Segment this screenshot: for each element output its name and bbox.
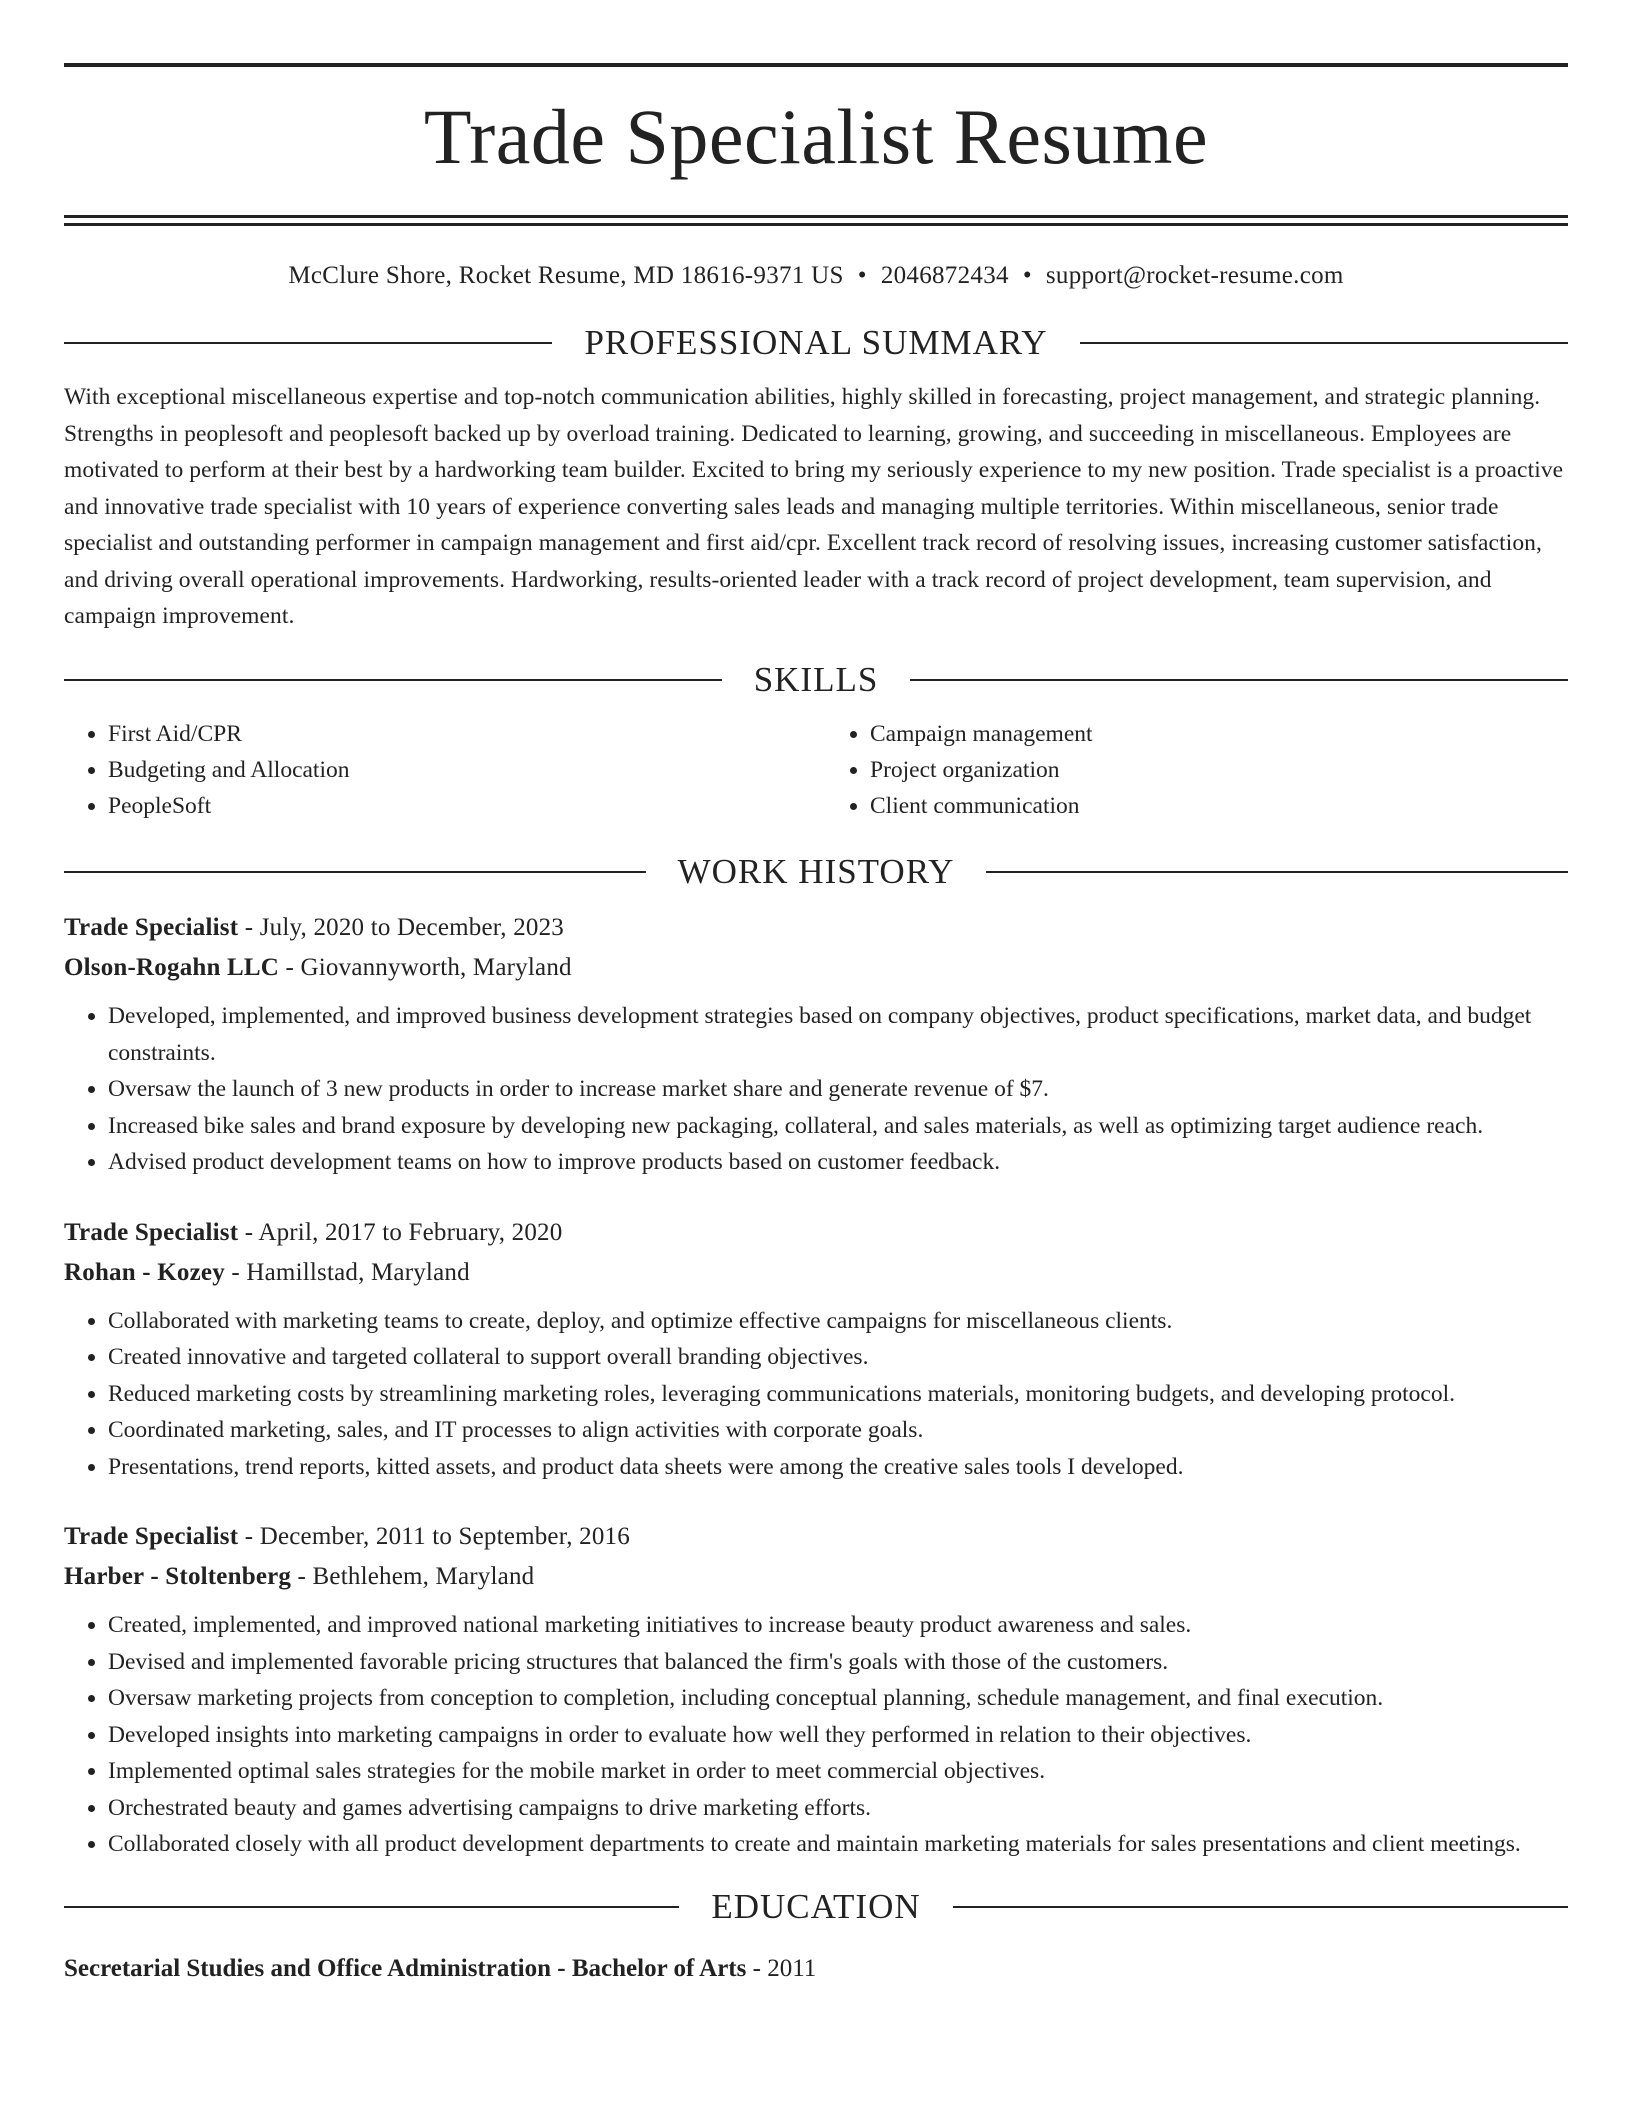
title-double-rule [64, 215, 1568, 226]
section-title: EDUCATION [711, 1886, 921, 1926]
job-bullet: • Reduced marketing costs by streamlining marketing roles, leveraging communications materials, monitoring budgets, and developing protocol. [108, 1376, 1568, 1413]
job-company-line: Rohan - Kozey - Hamillstad, Maryland [64, 1258, 470, 1286]
job-title-line: Trade Specialist - April, 2017 to February, 2020 [64, 1218, 563, 1246]
job-entry [64, 908, 1568, 1181]
section-heading-work [64, 850, 1568, 894]
summary-text: With exceptional miscellaneous expertise and top-notch communication abilities, highly skilled in forecasting, project management, and strategic planning. Strengths in peoplesoft and peoplesoft backed up by overload training. Dedicated to learning, growing, and succeeding in miscellaneous. Employees are motivated to perform at their best by a hardworking team builder. Excited to bring my seriously experience to my new position. Trade specialist is a proactive and innovative trade specialist with 10 years of experience converting sales leads and managing multiple territories. Within miscellaneous, senior trade specialist and outstanding performer in campaign management and first aid/cpr. Excellent track record of resolving issues, increasing customer satisfaction, and driving overall operational improvements. Hardworking, results-oriented leader with a track record of project development, team supervision, and campaign improvement. [64, 384, 1564, 629]
education-entry: Secretarial Studies and Office Administration - Bachelor of Arts - 2011 [64, 1954, 817, 1982]
skill-item: • First Aid/CPR [108, 716, 806, 752]
job-title-line: Trade Specialist - July, 2020 to December, 2023 [64, 914, 565, 941]
job-entry [64, 1213, 1568, 1486]
contact-line [64, 259, 1568, 293]
job-bullet: • Increased bike sales and brand exposure by developing new packaging, collateral, and sales materials, as well as optimizing target audience reach. [108, 1108, 1568, 1145]
job-entry [64, 1517, 1568, 1863]
contact-separator: • [857, 262, 867, 289]
skills-column-left [64, 716, 806, 824]
job-bullet: • Oversaw marketing projects from conception to completion, including conceptual planning, schedule management, and final execution. [108, 1680, 1568, 1717]
job-bullets [64, 998, 1568, 1181]
skill-item: • Project organization [870, 752, 1568, 788]
resume-page [64, 0, 1568, 1989]
skill-item: • Client communication [870, 788, 1568, 824]
skill-item: • Budgeting and Allocation [108, 752, 806, 788]
job-company: Rohan - Kozey [64, 1258, 225, 1286]
section-heading-summary [64, 321, 1568, 365]
heading-rule-right [1080, 342, 1568, 344]
job-title: Trade Specialist [64, 1523, 239, 1550]
heading-rule-right [953, 1906, 1568, 1908]
education-year: 2011 [767, 1954, 817, 1982]
heading-rule-right [986, 871, 1568, 873]
heading-rule-left [64, 871, 646, 873]
work-history [64, 908, 1568, 1863]
section-title: WORK HISTORY [677, 852, 955, 891]
job-title-line: Trade Specialist - December, 2011 to September, 2016 [64, 1523, 630, 1550]
job-dates: July, 2020 to December, 2023 [259, 914, 565, 941]
job-company-line: Harber - Stoltenberg - Bethlehem, Maryland [64, 1563, 535, 1590]
job-bullets [64, 1607, 1568, 1863]
job-bullet: • Created innovative and targeted collateral to support overall branding objectives. [108, 1339, 1568, 1376]
contact-separator: • [1022, 262, 1032, 289]
job-bullet: • Developed insights into marketing campaigns in order to evaluate how well they performed in relation to their objectives. [108, 1717, 1568, 1754]
job-dates: December, 2011 to September, 2016 [259, 1523, 630, 1550]
education-degree: Secretarial Studies and Office Administration - Bachelor of Arts [64, 1954, 747, 1982]
job-bullets [64, 1303, 1568, 1486]
job-bullet: • Created, implemented, and improved national marketing initiatives to increase beauty product awareness and sales. [108, 1607, 1568, 1644]
job-location: Hamillstad, Maryland [246, 1258, 470, 1286]
heading-rule-left [64, 679, 722, 681]
section-title: SKILLS [753, 660, 879, 699]
job-bullet: • Developed, implemented, and improved business development strategies based on company objectives, product specifications, market data, and budget constraints. [108, 998, 1568, 1071]
skills-list [64, 716, 1568, 824]
skills-column-right [826, 716, 1568, 824]
top-rule [64, 63, 1568, 67]
job-company-line: Olson-Rogahn LLC - Giovannyworth, Maryland [64, 954, 572, 981]
section-heading-education [64, 1885, 1568, 1929]
heading-rule-left [64, 1906, 679, 1908]
heading-rule-right [910, 679, 1568, 681]
job-company: Olson-Rogahn LLC [64, 954, 280, 981]
contact-phone: 2046872434 [880, 262, 1009, 289]
job-bullet: • Collaborated with marketing teams to create, deploy, and optimize effective campaigns for miscellaneous clients. [108, 1303, 1568, 1340]
contact-address: McClure Shore, Rocket Resume, MD 18616-9371 US [288, 262, 844, 289]
skill-item: • PeopleSoft [108, 788, 806, 824]
heading-rule-left [64, 342, 552, 344]
skill-item: • Campaign management [870, 716, 1568, 752]
job-bullet: • Orchestrated beauty and games advertising campaigns to drive marketing efforts. [108, 1790, 1568, 1827]
job-location: Bethlehem, Maryland [312, 1563, 535, 1590]
job-company: Harber - Stoltenberg [64, 1563, 292, 1590]
section-heading-skills [64, 658, 1568, 702]
section-title: PROFESSIONAL SUMMARY [584, 323, 1048, 362]
job-bullet: • Collaborated closely with all product development departments to create and maintain marketing materials for sales presentations and client meetings. [108, 1826, 1568, 1863]
resume-title: Trade Specialist Resume [423, 93, 1209, 180]
job-bullet: • Devised and implemented favorable pricing structures that balanced the firm's goals with those of the customers. [108, 1644, 1568, 1681]
job-bullet: • Advised product development teams on how to improve products based on customer feedback. [108, 1144, 1568, 1181]
job-bullet: • Implemented optimal sales strategies for the mobile market in order to meet commercial objectives. [108, 1753, 1568, 1790]
job-bullet: • Coordinated marketing, sales, and IT processes to align activities with corporate goals. [108, 1412, 1568, 1449]
job-dates: April, 2017 to February, 2020 [258, 1218, 563, 1246]
contact-email: support@rocket-resume.com [1045, 262, 1344, 289]
job-title: Trade Specialist [64, 914, 239, 941]
job-location: Giovannyworth, Maryland [300, 954, 572, 981]
job-bullet: • Oversaw the launch of 3 new products in order to increase market share and generate revenue of $7. [108, 1071, 1568, 1108]
job-title: Trade Specialist [64, 1218, 239, 1246]
job-bullet: • Presentations, trend reports, kitted assets, and product data sheets were among the creative sales tools I developed. [108, 1449, 1568, 1486]
